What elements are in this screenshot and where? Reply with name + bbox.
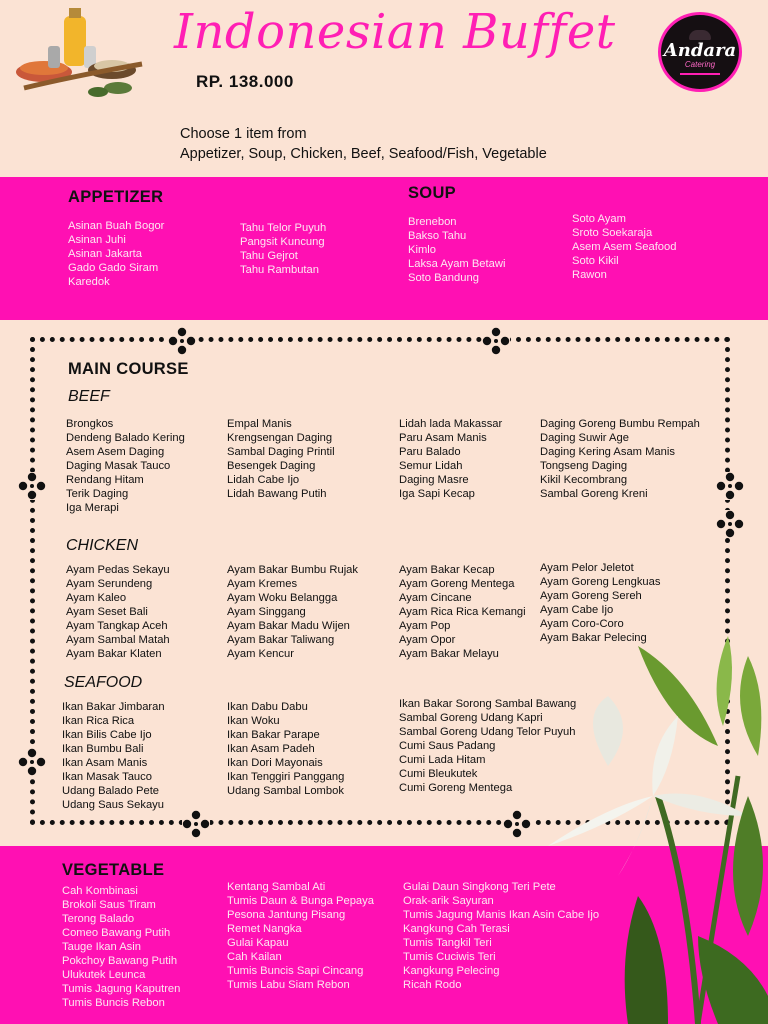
list-item: Asem Asem Daging <box>66 446 165 458</box>
list-item: Ayam Bakar Melayu <box>399 648 499 660</box>
intro-text <box>180 124 547 164</box>
list-item: Comeo Bawang Putih <box>62 927 171 939</box>
list-item: Orak-arik Sayuran <box>403 895 494 907</box>
list-item: Pangsit Kuncung <box>240 236 325 248</box>
list-item: Ikan Woku <box>227 715 280 727</box>
list-item: Ayam Pop <box>399 620 451 632</box>
list-item: Sambal Goreng Udang Telor Puyuh <box>399 726 576 738</box>
diamond-ornament-icon <box>716 472 744 500</box>
list-item: Tumis Cuciwis Teri <box>403 951 496 963</box>
list-item: Ikan Bakar Parape <box>227 729 320 741</box>
list-item: Pesona Jantung Pisang <box>227 909 346 921</box>
list-item: Ayam Tangkap Aceh <box>66 620 168 632</box>
list-item: Asinan Juhi <box>68 234 126 246</box>
list-item: Besengek Daging <box>227 460 316 472</box>
list-item: Tumis Labu Siam Rebon <box>227 979 350 991</box>
list-item: Asem Asem Seafood <box>572 241 677 253</box>
list-item: Laksa Ayam Betawi <box>408 258 506 270</box>
list-item: Ikan Bakar Sorong Sambal Bawang <box>399 698 577 710</box>
logo-divider <box>680 73 720 75</box>
beef-list-3 <box>399 417 502 501</box>
diamond-ornament-icon <box>182 810 210 838</box>
list-item: Ayam Woku Belangga <box>227 592 338 604</box>
logo-name: Andara <box>663 39 737 61</box>
list-item: Ayam Goreng Sereh <box>540 590 642 602</box>
list-item: Cumi Bleukutek <box>399 768 478 780</box>
list-item: Remet Nangka <box>227 923 302 935</box>
beef-heading: BEEF <box>68 388 110 405</box>
list-item: Daging Goreng Bumbu Rempah <box>540 418 700 430</box>
list-item: Ikan Asam Padeh <box>227 743 315 755</box>
list-item: Ikan Asam Manis <box>62 757 148 769</box>
list-item: Ayam Serundeng <box>66 578 153 590</box>
vegetable-list-2 <box>227 880 374 992</box>
list-item: Ayam Bakar Madu Wijen <box>227 620 350 632</box>
list-item: Ayam Kremes <box>227 578 298 590</box>
list-item: Daging Suwir Age <box>540 432 629 444</box>
list-item: Paru Balado <box>399 446 461 458</box>
list-item: Gulai Daun Singkong Teri Pete <box>403 881 556 893</box>
list-item: Cumi Lada Hitam <box>399 754 486 766</box>
list-item: Tahu Gejrot <box>240 250 298 262</box>
list-item: Lidah lada Makassar <box>399 418 503 430</box>
list-item: Tumis Buncis Sapi Cincang <box>227 965 364 977</box>
list-item: Krengsengan Daging <box>227 432 333 444</box>
list-item: Ikan Dabu Dabu <box>227 701 308 713</box>
spices-illustration <box>14 6 144 101</box>
list-item: Ikan Masak Tauco <box>62 771 152 783</box>
list-item: Rendang Hitam <box>66 474 144 486</box>
list-item: Sambal Goreng Kreni <box>540 488 648 500</box>
list-item: Terik Daging <box>66 488 129 500</box>
list-item: Daging Masre <box>399 474 469 486</box>
main-course-heading: MAIN COURSE <box>68 360 189 378</box>
list-item: Ayam Cabe Ijo <box>540 604 614 616</box>
list-item: Terong Balado <box>62 913 135 925</box>
list-item: Soto Bandung <box>408 272 479 284</box>
list-item: Ayam Pelor Jeletot <box>540 562 634 574</box>
list-item: Ikan Bakar Jimbaran <box>62 701 165 713</box>
list-item: Lidah Cabe Ijo <box>227 474 300 486</box>
diamond-ornament-icon <box>18 748 46 776</box>
list-item: Tauge Ikan Asin <box>62 941 141 953</box>
list-item: Cumi Goreng Mentega <box>399 782 513 794</box>
list-item: Brokoli Saus Tiram <box>62 899 156 911</box>
diamond-ornament-icon <box>18 472 46 500</box>
list-item: Tumis Jagung Kaputren <box>62 983 181 995</box>
list-item: Ayam Bakar Kecap <box>399 564 495 576</box>
list-item: Pokchoy Bawang Putih <box>62 955 178 967</box>
list-item: Ikan Tenggiri Panggang <box>227 771 345 783</box>
vegetable-list-1 <box>62 884 180 1010</box>
list-item: Tumis Buncis Rebon <box>62 997 165 1009</box>
soup-list-2 <box>572 212 676 282</box>
logo-subtitle: Catering <box>684 59 716 69</box>
list-item: Ayam Seset Bali <box>66 606 148 618</box>
list-item: Cah Kailan <box>227 951 282 963</box>
list-item: Ayam Cincane <box>399 592 472 604</box>
list-item: Ayam Rica Rica Kemangi <box>399 606 526 618</box>
beef-list-2 <box>227 417 335 501</box>
list-item: Ayam Pedas Sekayu <box>66 564 170 576</box>
seafood-list-2 <box>227 700 344 798</box>
list-item: Tahu Telor Puyuh <box>240 222 327 234</box>
list-item: Ayam Kaleo <box>66 592 127 604</box>
list-item: Tumis Tangkil Teri <box>403 937 492 949</box>
list-item: Paru Asam Manis <box>399 432 487 444</box>
page-title: Indonesian Buffet <box>174 4 616 60</box>
list-item: Ayam Bakar Pelecing <box>540 632 647 644</box>
list-item: Ayam Opor <box>399 634 456 646</box>
list-item: Kentang Sambal Ati <box>227 881 326 893</box>
list-item: Ikan Dori Mayonais <box>227 757 323 769</box>
list-item: Daging Kering Asam Manis <box>540 446 675 458</box>
list-item: Udang Balado Pete <box>62 785 160 797</box>
list-item: Iga Sapi Kecap <box>399 488 475 500</box>
list-item: Semur Lidah <box>399 460 463 472</box>
vegetable-heading: VEGETABLE <box>62 861 165 879</box>
list-item: Brongkos <box>66 418 114 430</box>
list-item: Gulai Kapau <box>227 937 289 949</box>
list-item: Udang Sambal Lombok <box>227 785 344 797</box>
list-item: Soto Ayam <box>572 213 626 225</box>
list-item: Tahu Rambutan <box>240 264 319 276</box>
list-item: Ikan Bumbu Bali <box>62 743 144 755</box>
list-item: Brenebon <box>408 216 457 228</box>
diamond-ornament-icon <box>482 327 510 355</box>
list-item: Tongseng Daging <box>540 460 628 472</box>
list-item: Asinan Jakarta <box>68 248 143 260</box>
list-item: Karedok <box>68 276 110 288</box>
list-item: Kimlo <box>408 244 436 256</box>
list-item: Udang Saus Sekayu <box>62 799 164 811</box>
list-item: Kangkung Cah Terasi <box>403 923 510 935</box>
list-item: Cumi Saus Padang <box>399 740 496 752</box>
chef-hat-icon <box>689 30 711 40</box>
list-item: Dendeng Balado Kering <box>66 432 185 444</box>
list-item: Asinan Buah Bogor <box>68 220 165 232</box>
beef-list-4 <box>540 417 700 501</box>
list-item: Cah Kombinasi <box>62 885 138 897</box>
list-item: Bakso Tahu <box>408 230 467 242</box>
chicken-list-4 <box>540 561 660 645</box>
diamond-ornament-icon <box>716 510 744 538</box>
list-item: Ayam Bakar Bumbu Rujak <box>227 564 358 576</box>
list-item: Sambal Daging Printil <box>227 446 335 458</box>
intro-line-2: Appetizer, Soup, Chicken, Beef, Seafood/Fish, Vegetable <box>180 146 547 162</box>
list-item: Ayam Goreng Mentega <box>399 578 515 590</box>
list-item: Ikan Bilis Cabe Ijo <box>62 729 152 741</box>
appetizer-list-1 <box>68 219 164 289</box>
soup-list-1 <box>408 215 505 285</box>
list-item: Ayam Kencur <box>227 648 294 660</box>
seafood-list-1 <box>62 700 165 812</box>
appetizer-heading: APPETIZER <box>68 188 164 206</box>
list-item: Ikan Rica Rica <box>62 715 135 727</box>
list-item: Iga Merapi <box>66 502 119 514</box>
list-item: Sroto Soekaraja <box>572 227 653 239</box>
list-item: Sambal Goreng Udang Kapri <box>399 712 543 724</box>
list-item: Lidah Bawang Putih <box>227 488 327 500</box>
chicken-list-1 <box>66 563 170 661</box>
list-item: Empal Manis <box>227 418 292 430</box>
list-item: Tumis Daun & Bunga Pepaya <box>227 895 374 907</box>
intro-line-1: Choose 1 item from <box>180 126 307 142</box>
chicken-list-2 <box>227 563 358 661</box>
list-item: Ayam Goreng Lengkuas <box>540 576 661 588</box>
brand-logo <box>658 12 742 92</box>
list-item: Ricah Rodo <box>403 979 462 991</box>
beef-list-1 <box>66 417 185 515</box>
diamond-ornament-icon <box>168 327 196 355</box>
list-item: Kikil Kecombrang <box>540 474 628 486</box>
list-item: Tumis Jagung Manis Ikan Asin Cabe Ijo <box>403 909 600 921</box>
seafood-heading: SEAFOOD <box>64 674 143 691</box>
list-item: Daging Masak Tauco <box>66 460 171 472</box>
chicken-list-3 <box>399 563 526 661</box>
chicken-heading: CHICKEN <box>66 537 139 554</box>
list-item: Ayam Singgang <box>227 606 306 618</box>
soup-heading: SOUP <box>408 184 456 202</box>
list-item: Ayam Bakar Klaten <box>66 648 162 660</box>
price-label: RP. 138.000 <box>196 72 294 91</box>
lily-flower-illustration <box>548 636 768 1024</box>
list-item: Kangkung Pelecing <box>403 965 500 977</box>
list-item: Ayam Sambal Matah <box>66 634 170 646</box>
list-item: Ulukutek Leunca <box>62 969 146 981</box>
list-item: Ayam Coro-Coro <box>540 618 624 630</box>
list-item: Ayam Bakar Taliwang <box>227 634 335 646</box>
list-item: Soto Kikil <box>572 255 619 267</box>
appetizer-list-2 <box>240 221 326 277</box>
list-item: Rawon <box>572 269 607 281</box>
diamond-ornament-icon <box>503 810 531 838</box>
list-item: Gado Gado Siram <box>68 262 159 274</box>
